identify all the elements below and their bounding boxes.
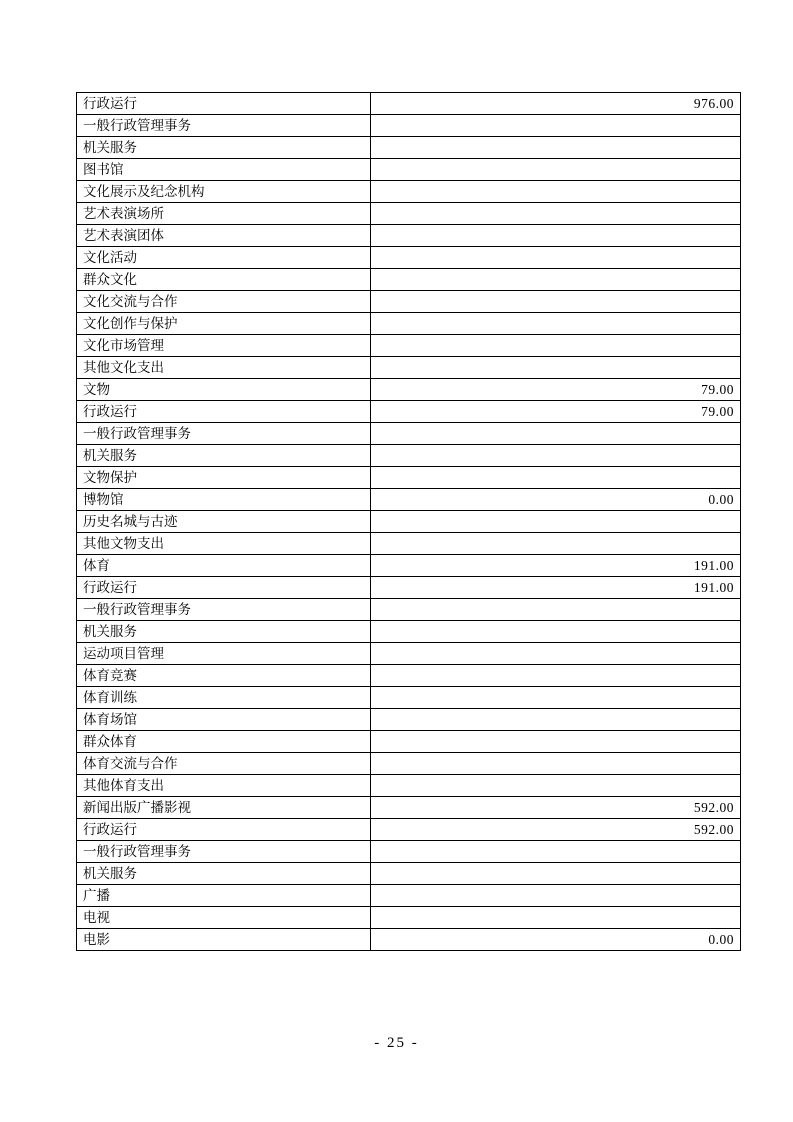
table-cell-label: 文化活动	[77, 247, 371, 269]
table-cell-label: 文物保护	[77, 467, 371, 489]
table-cell-value	[371, 753, 741, 775]
table-row	[77, 357, 741, 379]
table-row	[77, 599, 741, 621]
table-row	[77, 291, 741, 313]
table-cell-label: 体育	[77, 555, 371, 577]
table-cell-value: 191.00	[371, 555, 741, 577]
table-cell-value	[371, 533, 741, 555]
table-cell-value	[371, 885, 741, 907]
table-row	[77, 379, 741, 401]
table-cell-value	[371, 445, 741, 467]
table-cell-label: 文物	[77, 379, 371, 401]
table-row	[77, 709, 741, 731]
table-cell-value	[371, 665, 741, 687]
table-cell-label: 机关服务	[77, 445, 371, 467]
table-cell-value: 592.00	[371, 797, 741, 819]
table-row	[77, 225, 741, 247]
table-cell-value	[371, 313, 741, 335]
table-row	[77, 115, 741, 137]
table-cell-value: 191.00	[371, 577, 741, 599]
table-cell-label: 文化展示及纪念机构	[77, 181, 371, 203]
table-cell-value: 0.00	[371, 489, 741, 511]
table-row	[77, 423, 741, 445]
table-row	[77, 929, 741, 951]
table-cell-label: 行政运行	[77, 819, 371, 841]
table-cell-label: 体育场馆	[77, 709, 371, 731]
table-cell-value	[371, 687, 741, 709]
table-cell-value: 0.00	[371, 929, 741, 951]
table-cell-value: 976.00	[371, 93, 741, 115]
table-cell-value	[371, 159, 741, 181]
table-cell-value	[371, 357, 741, 379]
table-cell-label: 机关服务	[77, 863, 371, 885]
table-row	[77, 863, 741, 885]
table-cell-value	[371, 599, 741, 621]
table-cell-label: 一般行政管理事务	[77, 599, 371, 621]
table-cell-label: 一般行政管理事务	[77, 115, 371, 137]
table-cell-value	[371, 511, 741, 533]
table-row	[77, 489, 741, 511]
table-row	[77, 203, 741, 225]
table-cell-value	[371, 137, 741, 159]
table-cell-label: 运动项目管理	[77, 643, 371, 665]
table-cell-label: 文化市场管理	[77, 335, 371, 357]
table-cell-label: 体育竞赛	[77, 665, 371, 687]
table-cell-value	[371, 115, 741, 137]
table-cell-label: 艺术表演场所	[77, 203, 371, 225]
table-cell-label: 图书馆	[77, 159, 371, 181]
table-row	[77, 467, 741, 489]
table-cell-value: 592.00	[371, 819, 741, 841]
table-row	[77, 819, 741, 841]
table-row	[77, 445, 741, 467]
table-row	[77, 731, 741, 753]
table-cell-label: 一般行政管理事务	[77, 423, 371, 445]
table-cell-value	[371, 841, 741, 863]
table-cell-label: 一般行政管理事务	[77, 841, 371, 863]
table-row	[77, 555, 741, 577]
table-cell-value	[371, 863, 741, 885]
table-cell-label: 行政运行	[77, 401, 371, 423]
table-cell-label: 机关服务	[77, 137, 371, 159]
table-row	[77, 269, 741, 291]
table-cell-label: 其他文化支出	[77, 357, 371, 379]
table-cell-value	[371, 467, 741, 489]
table-cell-value	[371, 269, 741, 291]
table-cell-value	[371, 291, 741, 313]
table-cell-label: 体育训练	[77, 687, 371, 709]
table-row	[77, 511, 741, 533]
table-cell-label: 历史名城与古迹	[77, 511, 371, 533]
table-cell-label: 博物馆	[77, 489, 371, 511]
table-cell-label: 电影	[77, 929, 371, 951]
table-cell-value	[371, 335, 741, 357]
table-row	[77, 247, 741, 269]
table-row	[77, 643, 741, 665]
table-row	[77, 93, 741, 115]
table-cell-value	[371, 643, 741, 665]
table-cell-label: 体育交流与合作	[77, 753, 371, 775]
table-cell-label: 电视	[77, 907, 371, 929]
table-cell-label: 新闻出版广播影视	[77, 797, 371, 819]
budget-table-wrapper	[76, 92, 734, 951]
table-cell-value	[371, 181, 741, 203]
table-cell-label: 群众文化	[77, 269, 371, 291]
table-cell-label: 行政运行	[77, 93, 371, 115]
table-cell-label: 广播	[77, 885, 371, 907]
table-cell-value	[371, 247, 741, 269]
table-row	[77, 335, 741, 357]
table-row	[77, 313, 741, 335]
table-cell-value	[371, 225, 741, 247]
table-cell-value	[371, 423, 741, 445]
table-cell-value	[371, 775, 741, 797]
table-row	[77, 841, 741, 863]
table-cell-value: 79.00	[371, 401, 741, 423]
table-cell-value	[371, 709, 741, 731]
table-cell-label: 机关服务	[77, 621, 371, 643]
table-cell-label: 其他文物支出	[77, 533, 371, 555]
table-cell-label: 其他体育支出	[77, 775, 371, 797]
table-cell-value: 79.00	[371, 379, 741, 401]
budget-table	[76, 92, 741, 951]
table-row	[77, 797, 741, 819]
table-row	[77, 687, 741, 709]
page-number: - 25 -	[374, 1035, 419, 1051]
table-row	[77, 137, 741, 159]
table-row	[77, 665, 741, 687]
budget-table-body	[77, 93, 741, 951]
table-cell-label: 群众体育	[77, 731, 371, 753]
table-cell-label: 文化交流与合作	[77, 291, 371, 313]
table-cell-value	[371, 731, 741, 753]
table-row	[77, 533, 741, 555]
table-cell-label: 艺术表演团体	[77, 225, 371, 247]
table-row	[77, 907, 741, 929]
table-cell-label: 行政运行	[77, 577, 371, 599]
table-row	[77, 753, 741, 775]
table-row	[77, 401, 741, 423]
table-row	[77, 577, 741, 599]
table-row	[77, 621, 741, 643]
table-row	[77, 181, 741, 203]
table-cell-value	[371, 621, 741, 643]
table-cell-label: 文化创作与保护	[77, 313, 371, 335]
table-row	[77, 885, 741, 907]
table-cell-value	[371, 907, 741, 929]
table-cell-value	[371, 203, 741, 225]
table-row	[77, 159, 741, 181]
table-row	[77, 775, 741, 797]
